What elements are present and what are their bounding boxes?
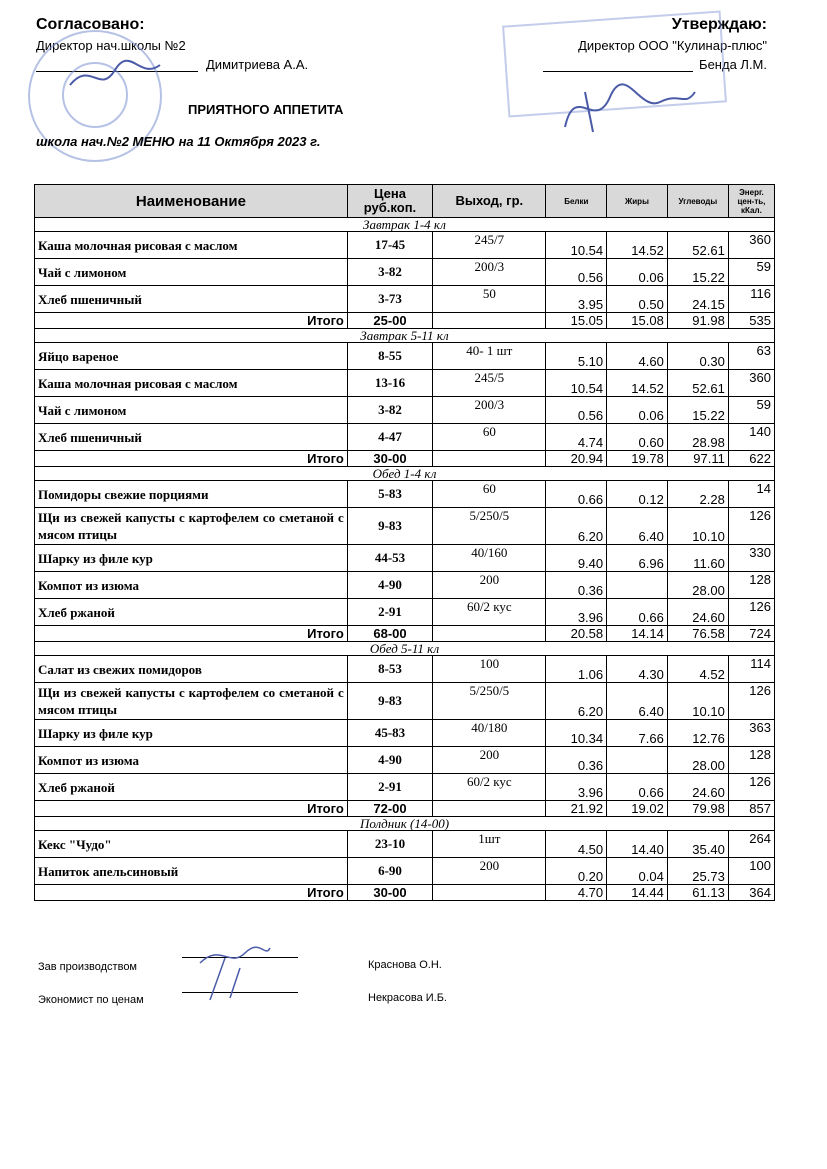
dish-output: 200 xyxy=(433,858,546,885)
table-row xyxy=(35,545,775,572)
table-row xyxy=(35,286,775,313)
col-carbs-header: Углеводы xyxy=(667,185,728,218)
table-row xyxy=(35,424,775,451)
director-signature-right xyxy=(545,72,705,142)
total-output-empty xyxy=(433,801,546,817)
col-protein-header: Белки xyxy=(546,185,607,218)
menu-table xyxy=(34,184,775,901)
dish-price: 23-10 xyxy=(347,831,432,858)
right-signer-name: Бенда Л.М. xyxy=(699,57,767,72)
dish-carbs: 0.30 xyxy=(667,343,728,370)
total-row xyxy=(35,626,775,642)
dish-output: 5/250/5 xyxy=(433,683,546,720)
dish-carbs: 28.00 xyxy=(667,747,728,774)
dish-energy: 126 xyxy=(728,508,774,545)
total-price: 72-00 xyxy=(347,801,432,817)
total-price: 68-00 xyxy=(347,626,432,642)
dish-protein: 10.54 xyxy=(546,232,607,259)
dish-energy: 59 xyxy=(728,397,774,424)
section-row xyxy=(35,642,775,656)
left-signer-name: Димитриева А.А. xyxy=(206,57,309,72)
dish-name: Щи из свежей капусты с картофелем со сметаной с мясом птицы xyxy=(35,508,348,545)
total-label: Итого xyxy=(35,626,348,642)
table-row xyxy=(35,508,775,545)
dish-price: 17-45 xyxy=(347,232,432,259)
dish-name: Каша молочная рисовая с маслом xyxy=(35,232,348,259)
dish-output: 1шт xyxy=(433,831,546,858)
footer-signature xyxy=(190,938,280,1008)
dish-energy: 140 xyxy=(728,424,774,451)
dish-energy: 126 xyxy=(728,599,774,626)
dish-protein: 0.20 xyxy=(546,858,607,885)
dish-price: 4-47 xyxy=(347,424,432,451)
total-fat: 14.44 xyxy=(607,885,668,901)
total-protein: 15.05 xyxy=(546,313,607,329)
total-carbs: 91.98 xyxy=(667,313,728,329)
dish-price: 2-91 xyxy=(347,599,432,626)
dish-output: 5/250/5 xyxy=(433,508,546,545)
section-row xyxy=(35,218,775,232)
dish-carbs: 12.76 xyxy=(667,720,728,747)
col-output-header: Выход, гр. xyxy=(433,185,546,218)
table-row xyxy=(35,599,775,626)
col-energy-header: Энерг. цен-ть, кКал. xyxy=(728,185,774,218)
dish-output: 245/7 xyxy=(433,232,546,259)
total-row xyxy=(35,313,775,329)
dish-name: Компот из изюма xyxy=(35,572,348,599)
dish-energy: 116 xyxy=(728,286,774,313)
dish-protein: 5.10 xyxy=(546,343,607,370)
total-energy: 622 xyxy=(728,451,774,467)
dish-name: Хлеб ржаной xyxy=(35,599,348,626)
table-row xyxy=(35,232,775,259)
total-output-empty xyxy=(433,626,546,642)
dish-price: 8-55 xyxy=(347,343,432,370)
total-label: Итого xyxy=(35,801,348,817)
section-row xyxy=(35,467,775,481)
table-row xyxy=(35,683,775,720)
total-carbs: 79.98 xyxy=(667,801,728,817)
dish-name: Компот из изюма xyxy=(35,747,348,774)
dish-output: 200/3 xyxy=(433,259,546,286)
dish-price: 3-82 xyxy=(347,397,432,424)
table-row xyxy=(35,481,775,508)
dish-energy: 360 xyxy=(728,370,774,397)
menu-title: школа нач.№2 МЕНЮ на 11 Октября 2023 г. xyxy=(36,134,321,149)
menu-body xyxy=(35,218,775,901)
dish-carbs: 52.61 xyxy=(667,232,728,259)
dish-protein: 1.06 xyxy=(546,656,607,683)
dish-carbs: 28.98 xyxy=(667,424,728,451)
dish-name: Хлеб пшеничный xyxy=(35,286,348,313)
approved-title: Согласовано: xyxy=(36,16,145,33)
dish-carbs: 24.60 xyxy=(667,599,728,626)
dish-name: Хлеб ржаной xyxy=(35,774,348,801)
dish-name: Хлеб пшеничный xyxy=(35,424,348,451)
total-protein: 20.94 xyxy=(546,451,607,467)
total-output-empty xyxy=(433,451,546,467)
dish-energy: 63 xyxy=(728,343,774,370)
table-row xyxy=(35,343,775,370)
dish-price: 3-73 xyxy=(347,286,432,313)
dish-protein: 10.34 xyxy=(546,720,607,747)
dish-price: 8-53 xyxy=(347,656,432,683)
dish-energy: 363 xyxy=(728,720,774,747)
dish-output: 60/2 кус xyxy=(433,599,546,626)
section-title: Полдник (14-00) xyxy=(35,817,775,831)
total-fat: 19.78 xyxy=(607,451,668,467)
dish-protein: 0.66 xyxy=(546,481,607,508)
dish-price: 9-83 xyxy=(347,683,432,720)
dish-fat: 0.06 xyxy=(607,259,668,286)
dish-protein: 4.74 xyxy=(546,424,607,451)
dish-output: 100 xyxy=(433,656,546,683)
dish-energy: 126 xyxy=(728,683,774,720)
dish-fat: 6.96 xyxy=(607,545,668,572)
footer-role-1: Зав производством xyxy=(38,961,137,973)
total-fat: 19.02 xyxy=(607,801,668,817)
dish-name: Шарку из филе кур xyxy=(35,545,348,572)
dish-fat: 14.52 xyxy=(607,370,668,397)
total-energy: 857 xyxy=(728,801,774,817)
dish-output: 40/160 xyxy=(433,545,546,572)
dish-fat: 6.40 xyxy=(607,683,668,720)
total-protein: 20.58 xyxy=(546,626,607,642)
dish-fat: 0.04 xyxy=(607,858,668,885)
total-carbs: 61.13 xyxy=(667,885,728,901)
total-fat: 15.08 xyxy=(607,313,668,329)
total-price: 30-00 xyxy=(347,885,432,901)
total-carbs: 76.58 xyxy=(667,626,728,642)
section-row xyxy=(35,329,775,343)
dish-carbs: 25.73 xyxy=(667,858,728,885)
dish-protein: 0.56 xyxy=(546,259,607,286)
dish-name: Щи из свежей капусты с картофелем со сметаной с мясом птицы xyxy=(35,683,348,720)
dish-fat: 14.40 xyxy=(607,831,668,858)
total-carbs: 97.11 xyxy=(667,451,728,467)
dish-name: Чай с лимоном xyxy=(35,259,348,286)
table-row xyxy=(35,259,775,286)
dish-output: 60 xyxy=(433,424,546,451)
col-name-header: Наименование xyxy=(35,185,348,218)
dish-price: 45-83 xyxy=(347,720,432,747)
total-fat: 14.14 xyxy=(607,626,668,642)
col-fat-header: Жиры xyxy=(607,185,668,218)
dish-carbs: 28.00 xyxy=(667,572,728,599)
dish-output: 245/5 xyxy=(433,370,546,397)
col-price-header: Цена руб.коп. xyxy=(347,185,432,218)
dish-fat: 0.06 xyxy=(607,397,668,424)
table-row xyxy=(35,397,775,424)
dish-output: 200 xyxy=(433,572,546,599)
dish-protein: 6.20 xyxy=(546,508,607,545)
dish-protein: 0.36 xyxy=(546,747,607,774)
dish-name: Чай с лимоном xyxy=(35,397,348,424)
dish-fat: 0.50 xyxy=(607,286,668,313)
dish-fat xyxy=(607,747,668,774)
dish-fat: 4.30 xyxy=(607,656,668,683)
dish-name: Салат из свежих помидоров xyxy=(35,656,348,683)
total-protein: 4.70 xyxy=(546,885,607,901)
dish-price: 4-90 xyxy=(347,572,432,599)
dish-fat: 0.66 xyxy=(607,774,668,801)
total-label: Итого xyxy=(35,451,348,467)
table-header-row xyxy=(35,185,775,218)
footer-name-2: Некрасова И.Б. xyxy=(368,992,447,1004)
dish-energy: 360 xyxy=(728,232,774,259)
left-position: Директор нач.школы №2 xyxy=(36,38,186,53)
total-output-empty xyxy=(433,313,546,329)
dish-energy: 330 xyxy=(728,545,774,572)
dish-name: Напиток апельсиновый xyxy=(35,858,348,885)
table-row xyxy=(35,720,775,747)
dish-price: 44-53 xyxy=(347,545,432,572)
dish-carbs: 4.52 xyxy=(667,656,728,683)
dish-protein: 6.20 xyxy=(546,683,607,720)
table-row xyxy=(35,774,775,801)
dish-protein: 4.50 xyxy=(546,831,607,858)
dish-output: 50 xyxy=(433,286,546,313)
dish-protein: 9.40 xyxy=(546,545,607,572)
dish-fat: 0.60 xyxy=(607,424,668,451)
dish-fat: 0.66 xyxy=(607,599,668,626)
table-row xyxy=(35,656,775,683)
total-row xyxy=(35,885,775,901)
section-title: Обед 1-4 кл xyxy=(35,467,775,481)
dish-protein: 0.56 xyxy=(546,397,607,424)
section-row xyxy=(35,817,775,831)
dish-energy: 126 xyxy=(728,774,774,801)
total-row xyxy=(35,801,775,817)
total-output-empty xyxy=(433,885,546,901)
dish-fat xyxy=(607,572,668,599)
total-energy: 724 xyxy=(728,626,774,642)
dish-price: 3-82 xyxy=(347,259,432,286)
table-row xyxy=(35,747,775,774)
dish-carbs: 11.60 xyxy=(667,545,728,572)
right-position: Директор ООО "Кулинар-плюс" xyxy=(578,38,767,53)
dish-name: Помидоры свежие порциями xyxy=(35,481,348,508)
dish-protein: 0.36 xyxy=(546,572,607,599)
approve-title: Утверждаю: xyxy=(671,16,767,33)
section-title: Завтрак 5-11 кл xyxy=(35,329,775,343)
total-protein: 21.92 xyxy=(546,801,607,817)
table-row xyxy=(35,572,775,599)
dish-output: 60 xyxy=(433,481,546,508)
table-row xyxy=(35,831,775,858)
dish-energy: 59 xyxy=(728,259,774,286)
dish-protein: 3.96 xyxy=(546,599,607,626)
dish-energy: 14 xyxy=(728,481,774,508)
dish-carbs: 52.61 xyxy=(667,370,728,397)
dish-output: 40- 1 шт xyxy=(433,343,546,370)
total-price: 30-00 xyxy=(347,451,432,467)
total-energy: 535 xyxy=(728,313,774,329)
dish-energy: 128 xyxy=(728,747,774,774)
total-label: Итого xyxy=(35,313,348,329)
section-title: Завтрак 1-4 кл xyxy=(35,218,775,232)
dish-energy: 114 xyxy=(728,656,774,683)
dish-output: 40/180 xyxy=(433,720,546,747)
dish-protein: 3.95 xyxy=(546,286,607,313)
dish-price: 4-90 xyxy=(347,747,432,774)
dish-fat: 4.60 xyxy=(607,343,668,370)
dish-fat: 14.52 xyxy=(607,232,668,259)
dish-name: Яйцо вареное xyxy=(35,343,348,370)
dish-carbs: 10.10 xyxy=(667,683,728,720)
table-row xyxy=(35,858,775,885)
dish-carbs: 2.28 xyxy=(667,481,728,508)
dish-carbs: 24.60 xyxy=(667,774,728,801)
dish-name: Кекс "Чудо" xyxy=(35,831,348,858)
section-title: Обед 5-11 кл xyxy=(35,642,775,656)
dish-price: 5-83 xyxy=(347,481,432,508)
footer-name-1: Краснова О.Н. xyxy=(368,959,442,971)
bon-appetit-text: ПРИЯТНОГО АППЕТИТА xyxy=(188,102,344,117)
total-label: Итого xyxy=(35,885,348,901)
dish-carbs: 10.10 xyxy=(667,508,728,545)
dish-fat: 6.40 xyxy=(607,508,668,545)
footer-role-2: Экономист по ценам xyxy=(38,994,144,1006)
dish-protein: 10.54 xyxy=(546,370,607,397)
dish-price: 9-83 xyxy=(347,508,432,545)
dish-carbs: 15.22 xyxy=(667,259,728,286)
dish-protein: 3.96 xyxy=(546,774,607,801)
dish-price: 13-16 xyxy=(347,370,432,397)
dish-price: 2-91 xyxy=(347,774,432,801)
dish-carbs: 24.15 xyxy=(667,286,728,313)
dish-output: 60/2 кус xyxy=(433,774,546,801)
dish-energy: 128 xyxy=(728,572,774,599)
total-energy: 364 xyxy=(728,885,774,901)
table-row xyxy=(35,370,775,397)
dish-name: Каша молочная рисовая с маслом xyxy=(35,370,348,397)
dish-name: Шарку из филе кур xyxy=(35,720,348,747)
dish-output: 200 xyxy=(433,747,546,774)
dish-carbs: 15.22 xyxy=(667,397,728,424)
dish-output: 200/3 xyxy=(433,397,546,424)
dish-energy: 264 xyxy=(728,831,774,858)
director-signature-left xyxy=(60,50,180,100)
dish-fat: 7.66 xyxy=(607,720,668,747)
total-price: 25-00 xyxy=(347,313,432,329)
dish-energy: 100 xyxy=(728,858,774,885)
dish-price: 6-90 xyxy=(347,858,432,885)
dish-fat: 0.12 xyxy=(607,481,668,508)
total-row xyxy=(35,451,775,467)
dish-carbs: 35.40 xyxy=(667,831,728,858)
